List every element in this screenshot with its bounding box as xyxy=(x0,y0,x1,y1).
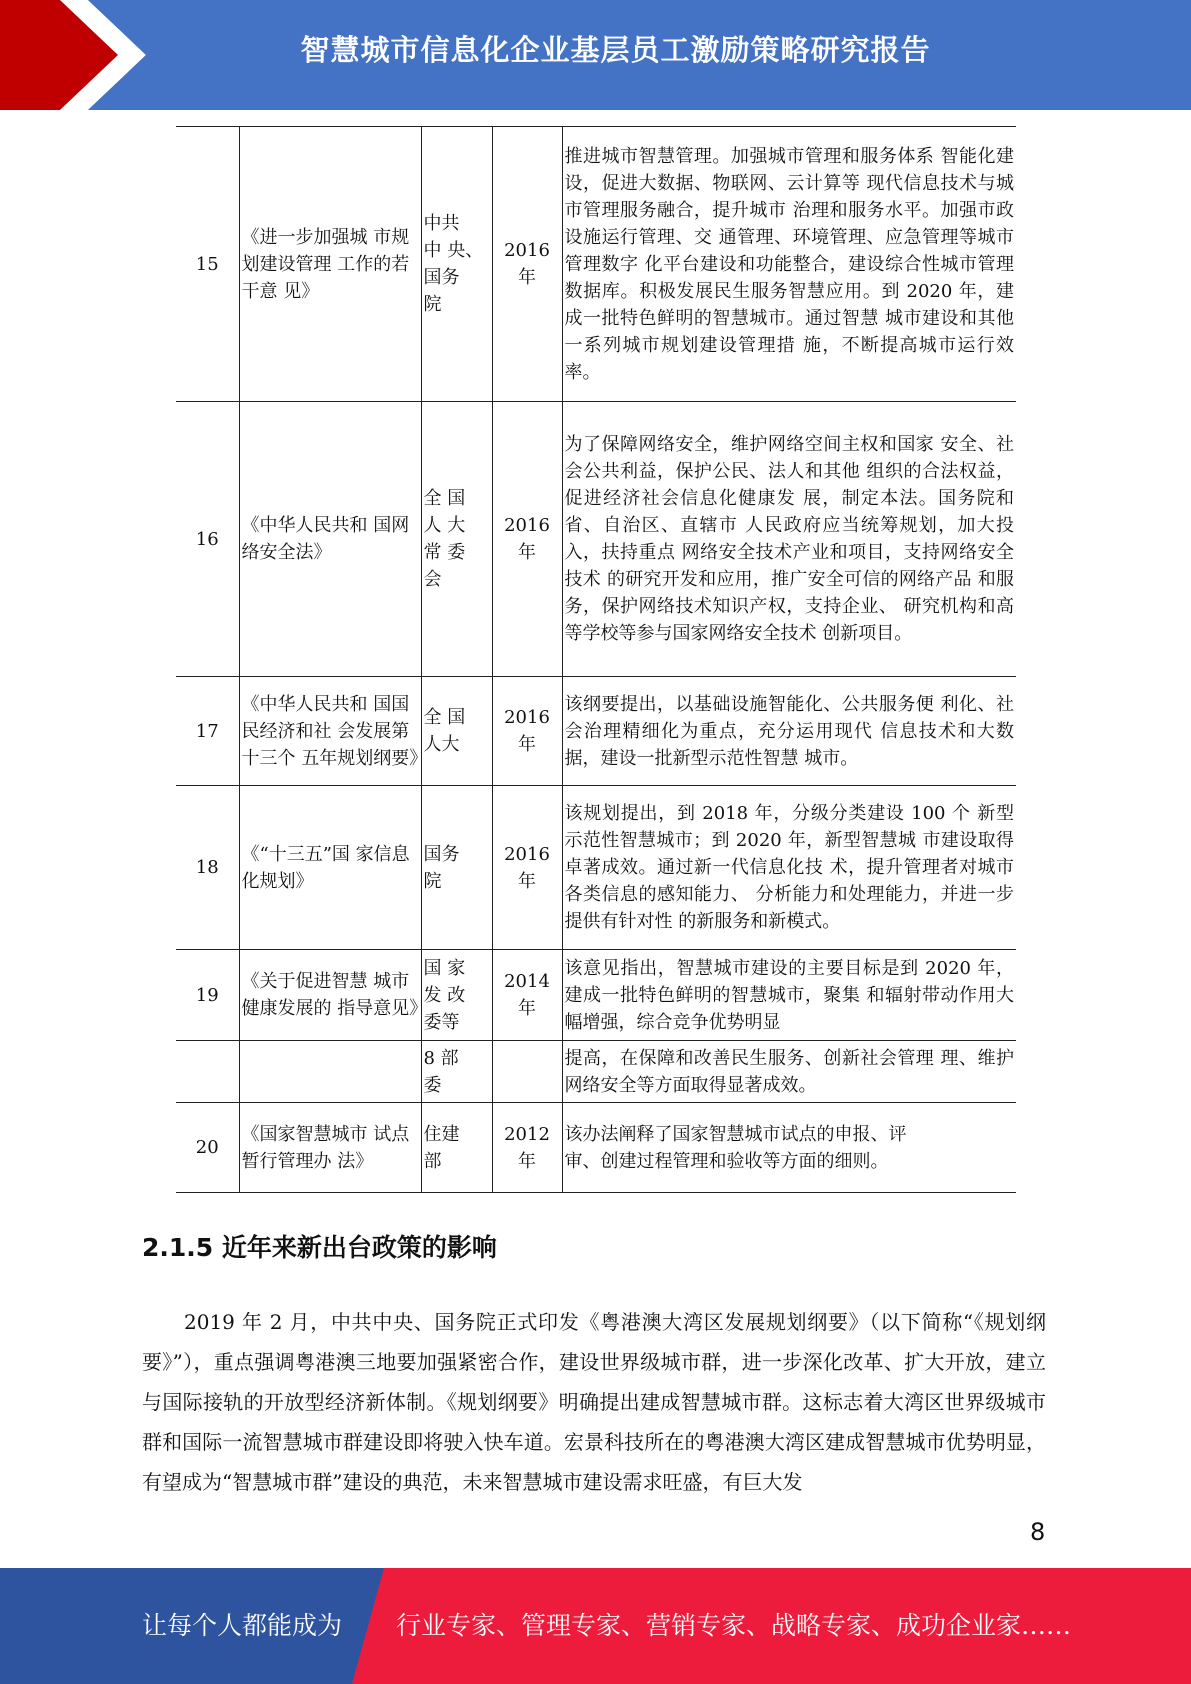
page-footer xyxy=(0,1568,1191,1684)
table-row xyxy=(176,786,1016,950)
issue-year: 2014 年 xyxy=(492,950,562,1041)
issuing-department: 全 国 人 大 常 委 会 xyxy=(421,402,492,677)
row-number: 16 xyxy=(176,402,239,677)
footer-slogan-right: 行业专家、管理专家、营销专家、战略专家、成功企业家…… xyxy=(396,1611,1072,1640)
issue-year: 2016 年 xyxy=(492,402,562,677)
page-header xyxy=(0,0,1191,110)
table-row xyxy=(176,1041,1016,1103)
issuing-department: 全 国 人大 xyxy=(421,677,492,786)
row-number xyxy=(176,1041,239,1103)
policy-description: 该意见指出，智慧城市建设的主要目标是到 2020 年，建成一批特色鲜明的智慧城市，聚集 和辐射带动作用大幅增强，综合竞争优势明显 xyxy=(562,950,1016,1041)
policy-description: 提高，在保障和改善民生服务、创新社会管理 理、维护网络安全等方面取得显著成效。 xyxy=(562,1041,1016,1103)
table-row xyxy=(176,402,1016,677)
row-number: 17 xyxy=(176,677,239,786)
issuing-department: 8 部 委 xyxy=(421,1041,492,1103)
policy-title: 《进一步加强城 市规划建设管理 工作的若干意 见》 xyxy=(239,127,421,402)
table-row xyxy=(176,1103,1016,1193)
issue-year: 2016 年 xyxy=(492,127,562,402)
body-paragraph: 2019 年 2 月，中共中央、国务院正式印发《粤港澳大湾区发展规划纲要》（以下简称“《规划纲要》”），重点强调粤港澳三地要加强紧密合作，建设世界级城市群，进一步深化改革、扩大开放，建立与国际接轨的开放型经济新体制。《规划纲要》明确提出建成智慧城市群。这标志着大湾区世界级城市群和国际一流智慧城市群建设即将驶入快车道。宏景科技所在的粤港澳大湾区建成智慧城市优势明显，有望成为“智慧城市群”建设的典范，未来智慧城市建设需求旺盛，有巨大发 xyxy=(142,1310,1046,1494)
page-number: 8 xyxy=(1030,1518,1046,1546)
issuing-department: 国务 院 xyxy=(421,786,492,950)
table-row xyxy=(176,677,1016,786)
row-number: 18 xyxy=(176,786,239,950)
policy-title: 《中华人民共和 国国民经济和社 会发展第十三个 五年规划纲要》 xyxy=(239,677,421,786)
issue-year: 2016 年 xyxy=(492,786,562,950)
row-number: 20 xyxy=(176,1103,239,1193)
table-row xyxy=(176,950,1016,1041)
policy-description: 为了保障网络安全，维护网络空间主权和国家 安全、社会公共利益，保护公民、法人和其他 组织的合法权益，促进经济社会信息化健康发 展，制定本法。国务院和省、自治区、直辖市 人民政府应当统筹规划，加大投入，扶持重点 网络安全技术产业和项目，支持网络安全技术 的研究开发和应用，推广安全可信的网络产品 和服务，保护网络技术知识产权，支持企业、 研究机构和高等学校等参与国家网络安全技术 创新项目。 xyxy=(562,402,1016,677)
row-number: 19 xyxy=(176,950,239,1041)
policy-description: 该办法阐释了国家智慧城市试点的申报、评 审、创建过程管理和验收等方面的细则。 xyxy=(562,1103,1016,1193)
policy-description: 推进城市智慧管理。加强城市管理和服务体系 智能化建设，促进大数据、物联网、云计算等 现代信息技术与城市管理服务融合，提升城市 治理和服务水平。加强市政设施运行管理、交 通管理、环境管理、应急管理等城市管理数字 化平台建设和功能整合，建设综合性城市管理 数据库。积极发展民生服务智慧应用。到 2020 年，建成一批特色鲜明的智慧城市。通过智慧 城市建设和其他一系列城市规划建设管理措 施，不断提高城市运行效率。 xyxy=(562,127,1016,402)
issue-year: 2012 年 xyxy=(492,1103,562,1193)
issuing-department: 住建 部 xyxy=(421,1103,492,1193)
policy-title xyxy=(239,1041,421,1103)
table-row xyxy=(176,127,1016,402)
issue-year xyxy=(492,1041,562,1103)
issuing-department: 国 家 发 改 委等 xyxy=(421,950,492,1041)
issuing-department: 中共 中 央、 国务 院 xyxy=(421,127,492,402)
report-title: 智慧城市信息化企业基层员工激励策略研究报告 xyxy=(300,33,931,67)
policy-title: 《国家智慧城市 试点暂行管理办 法》 xyxy=(239,1103,421,1193)
section-heading: 2.1.5 近年来新出台政策的影响 xyxy=(142,1233,497,1262)
policy-title: 《中华人民共和 国网络安全法》 xyxy=(239,402,421,677)
policy-description: 该规划提出，到 2018 年，分级分类建设 100 个 新型示范性智慧城市；到 2020 年，新型智慧城 市建设取得卓著成效。通过新一代信息化技 术，提升管理者对城市各类信息的感知能力、 分析能力和处理能力，并进一步提供有针对性 的新服务和新模式。 xyxy=(562,786,1016,950)
row-number: 15 xyxy=(176,127,239,402)
footer-slogan-left: 让每个人都能成为 xyxy=(142,1611,343,1640)
policy-title: 《关于促进智慧 城市健康发展的 指导意见》 xyxy=(239,950,421,1041)
policy-title: 《“十三五”国 家信息化规划》 xyxy=(239,786,421,950)
policy-table xyxy=(176,126,1016,1193)
issue-year: 2016 年 xyxy=(492,677,562,786)
policy-description: 该纲要提出，以基础设施智能化、公共服务便 利化、社会治理精细化为重点，充分运用现代 信息技术和大数据，建设一批新型示范性智慧 城市。 xyxy=(562,677,1016,786)
